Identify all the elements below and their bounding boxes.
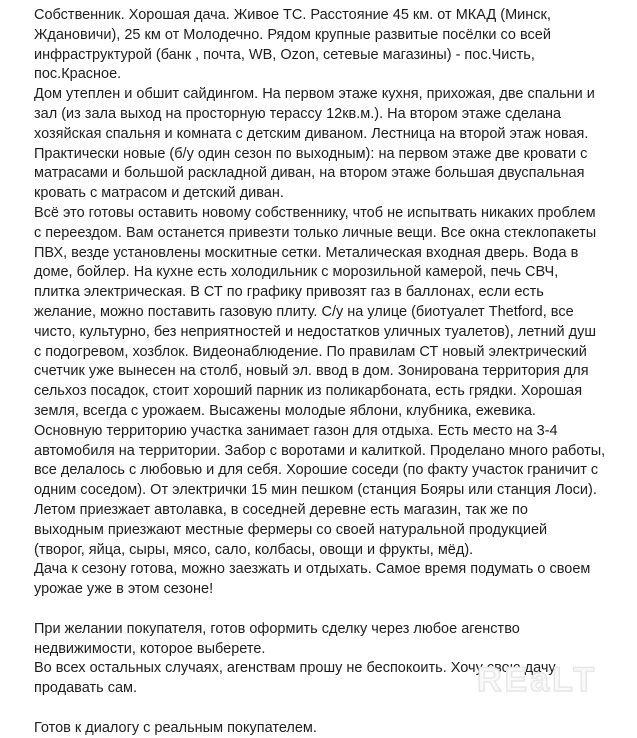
description-line: земля, всегда с урожаем. Высажены молодые яблони, клубника, ежевика.: [34, 402, 536, 419]
description-line: счетчик уже вынесен на столб, новый эл. ввод в дом. Зонирована территория для: [34, 363, 589, 380]
blank-line: [34, 699, 621, 719]
description-line: инфраструктурой (банк , почта, WB, Ozon, сетевые магазины) - пос.Чисть,: [34, 46, 535, 63]
description-line: чисто, культурно, без неприятностей и недостатков уличных туалетов), летний душ: [34, 323, 597, 340]
description-line: кровать с матрасом и детский диван.: [34, 185, 284, 202]
description-line: все делалось с любовью и для себя. Хорошие соседи (по факту участок граничит с: [34, 462, 599, 479]
description-line: При желании покупателя, готов оформить сделку через любое агенство: [34, 620, 520, 637]
listing-description-text: [34, 6, 621, 738]
description-line: продавать сам.: [34, 680, 138, 697]
description-line: с переездом. Вам останется привезти только личные вещи. Все окна стеклопакеты: [34, 224, 597, 241]
description-line: (творог, яйца, сыры, мясо, сало, колбасы, овощи и фрукты, мёд).: [34, 541, 474, 558]
description-line: с подогревом, хозблок. Видеонаблюдение. По правилам СТ новый электрический: [34, 343, 587, 360]
description-line: плитка электрическая. В СТ по графику привозят газ в баллонах, если есть: [34, 284, 544, 301]
description-line: зал (из зала выход на просторную терассу 12кв.м.). На втором этаже сделана: [34, 105, 562, 122]
description-line: сельхоз посадок, стоит хороший парник из поликарбоната, есть грядки. Хорошая: [34, 383, 583, 400]
description-line: ПВХ, везде установлены москитные сетки. Металическая входная дверь. Вода в: [34, 244, 579, 261]
description-line: Дом утеплен и обшит сайдингом. На первом этаже кухня, прихожая, две спальни и: [34, 86, 595, 103]
description-line: Практически новые (б/у один сезон по выходным): на первом этаже две кровати с: [34, 145, 588, 162]
blank-line: [34, 600, 621, 620]
description-line: Во всех остальных случаях, агенствам прошу не беспокоить. Хочу свою дачу: [34, 660, 556, 677]
description-line: Дача к сезону готова, можно заезжать и отдыхать. Самое время подумать о своем: [34, 561, 591, 578]
description-line: Летом приезжает автолавка, в соседней деревне есть магазин, так же по: [34, 501, 528, 518]
description-line: урожае уже в этом сезоне!: [34, 581, 214, 598]
description-line: Собственник. Хорошая дача. Живое ТС. Расстояние 45 км. от МКАД (Минск,: [34, 7, 551, 23]
description-line: доме, бойлер. На кухне есть холодильник с морозильной камерой, печь СВЧ,: [34, 264, 559, 281]
description-line: одним соседом). От электрички 15 мин пешком (станция Бояры или станция Лоси).: [34, 482, 597, 499]
description-line: Всё это готовы оставить новому собственнику, чтоб не испытвать никаких проблем: [34, 204, 596, 221]
description-line: выходным приезжают местные фермеры со своей натуральной продукцией: [34, 521, 548, 538]
description-line: желание, можно поставить газовую плиту. С/у на улице (биотуалет Thetford, все: [34, 303, 574, 320]
description-line: недвижимости, которое выберете.: [34, 640, 266, 657]
description-line: пос.Красное.: [34, 66, 122, 83]
description-line: автомобиля на территории. Забор с воротами и калиткой. Проделано много работы,: [34, 442, 606, 459]
description-line: хозяйская спальня и комната с детским диваном. Лестница на второй этаж новая.: [34, 125, 589, 142]
description-line: Ждановичи), 25 км от Молодечно. Рядом крупные развитые посёлки со всей: [34, 26, 551, 43]
description-line: Основную территорию участка занимает газон для отдыха. Есть место на 3-4: [34, 422, 558, 439]
description-line: Готов к диалогу с реальным покупателем.: [34, 719, 317, 736]
description-line: матрасами и большой раскладной диван, на втором этаже большая двуспальная: [34, 165, 585, 182]
realt-watermark-logo: REaLT: [477, 661, 598, 699]
